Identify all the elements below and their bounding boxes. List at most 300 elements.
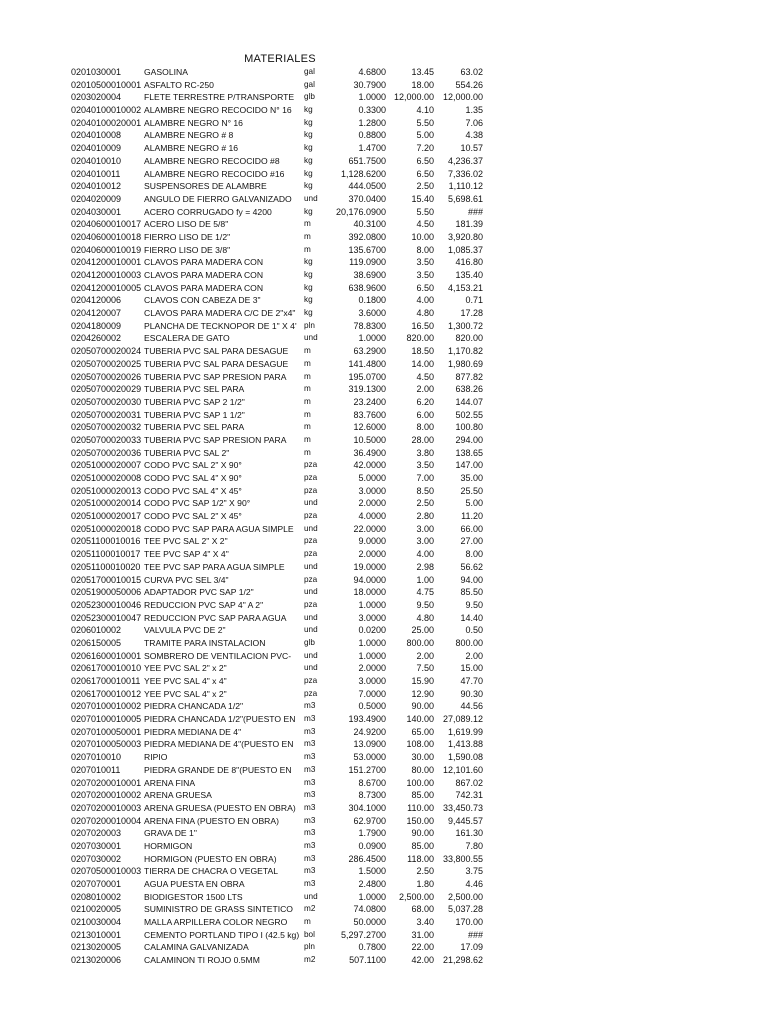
description-cell: TUBERIA PVC SAL PARA DESAGUE	[144, 346, 289, 357]
table-row	[0, 548, 768, 561]
quantity-cell: 1.0000	[358, 637, 386, 648]
code-cell: 0204120007	[71, 308, 122, 319]
description-cell: TUBERIA PVC SAL 2"	[144, 447, 230, 458]
unit-cell: kg	[304, 295, 313, 305]
quantity-cell: 5.0000	[358, 473, 386, 483]
quantity-cell: 13.0900	[353, 739, 386, 750]
description-cell: ESCALERA DE GATO	[144, 333, 230, 344]
price-cell: 15.40	[411, 193, 434, 204]
total-cell: 5,698.61	[447, 193, 483, 204]
price-cell: 14.00	[411, 358, 434, 369]
description-cell: TIERRA DE CHACRA O VEGETAL	[144, 866, 279, 877]
table-row	[0, 624, 768, 637]
quantity-cell: 304.1000	[348, 802, 386, 813]
code-cell: 02070200010001	[71, 777, 142, 788]
unit-cell: pza	[304, 485, 318, 495]
table-row	[0, 903, 768, 916]
description-cell: CALAMINON TI ROJO 0.5MM	[144, 955, 260, 966]
unit-cell: pza	[304, 688, 318, 698]
quantity-cell: 42.0000	[353, 460, 386, 471]
quantity-cell: 1.4700	[358, 143, 386, 154]
table-row	[0, 485, 768, 498]
description-cell: FIERRO LISO DE 1/2"	[144, 231, 231, 242]
price-cell: 820.00	[406, 333, 434, 344]
total-cell: 554.26	[455, 79, 483, 90]
description-cell: ALAMBRE NEGRO RECOCIDO #8	[144, 155, 280, 166]
quantity-cell: 50.0000	[353, 917, 386, 928]
unit-cell: m3	[304, 828, 316, 838]
total-cell: 2,500.00	[447, 891, 483, 902]
code-cell: 02051100010017	[71, 549, 141, 560]
table-row	[0, 244, 768, 257]
unit-cell: m	[304, 384, 311, 394]
total-cell: 15.00	[460, 663, 483, 674]
description-cell: TEE PVC SAP 4" X 4"	[144, 549, 229, 560]
price-cell: 13.45	[411, 67, 434, 77]
quantity-cell: 1.0000	[358, 333, 386, 344]
quantity-cell: 0.5000	[358, 701, 386, 712]
code-cell: 0204180009	[71, 320, 122, 331]
unit-cell: m3	[304, 726, 316, 736]
quantity-cell: 9.0000	[358, 536, 386, 547]
code-cell: 02041200010005	[71, 282, 142, 293]
total-cell: 25.50	[460, 485, 483, 496]
quantity-cell: 20,176.0900	[335, 206, 386, 217]
price-cell: 7.50	[416, 663, 434, 674]
code-cell: 0204010008	[71, 130, 122, 141]
code-cell: 0213010001	[71, 929, 122, 940]
price-cell: 2.50	[416, 498, 434, 509]
code-cell: 0201030001	[71, 67, 122, 77]
total-cell: 11.20	[461, 511, 483, 522]
total-cell: 1.35	[465, 105, 483, 116]
price-cell: 25.00	[411, 625, 434, 636]
table-row	[0, 282, 768, 295]
table-row	[0, 180, 768, 193]
quantity-cell: 1.0000	[358, 599, 386, 610]
code-cell: 02061700010012	[71, 688, 142, 699]
code-cell: 02051000020018	[71, 523, 142, 534]
code-cell: 02051900050006	[71, 587, 142, 598]
quantity-cell: 22.0000	[353, 523, 386, 534]
unit-cell: m	[304, 396, 311, 406]
quantity-cell: 23.2400	[353, 396, 386, 407]
price-cell: 6.00	[416, 409, 434, 420]
code-cell: 02041200010001	[71, 257, 142, 268]
materials-table	[0, 66, 768, 967]
price-cell: 9.50	[416, 599, 434, 610]
price-cell: 10.00	[411, 231, 434, 242]
table-row	[0, 79, 768, 92]
table-row	[0, 206, 768, 219]
unit-cell: kg	[304, 130, 313, 140]
description-cell: CLAVOS PARA MADERA C/C DE 2"x4"	[144, 308, 296, 319]
total-cell: 100.80	[455, 422, 483, 433]
code-cell: 02051000020007	[71, 460, 142, 471]
unit-cell: und	[304, 612, 318, 622]
table-row	[0, 802, 768, 815]
code-cell: 0207010011	[71, 764, 121, 775]
description-cell: CURVA PVC SEL 3/4"	[144, 574, 229, 585]
quantity-cell: 638.9600	[348, 282, 386, 293]
description-cell: TRAMITE PARA INSTALACION	[144, 637, 266, 648]
quantity-cell: 151.2700	[348, 764, 386, 775]
quantity-cell: 392.0800	[348, 231, 386, 242]
description-cell: ALAMBRE NEGRO # 8	[144, 130, 234, 141]
quantity-cell: 8.6700	[358, 777, 386, 788]
total-cell: 33,450.73	[442, 802, 483, 813]
total-cell: 94.00	[460, 574, 483, 585]
description-cell: ARENA GRUESA (PUESTO EN OBRA)	[144, 802, 296, 813]
code-cell: 02061600010001	[71, 650, 142, 661]
quantity-cell: 38.6900	[353, 270, 386, 280]
description-cell: HORMIGON	[144, 840, 193, 851]
total-cell: 1,300.72	[447, 320, 483, 331]
table-row	[0, 104, 768, 117]
code-cell: 0204120006	[71, 295, 122, 306]
code-cell: 02050700020029	[71, 384, 142, 395]
table-row	[0, 421, 768, 434]
code-cell: 02041200010003	[71, 270, 142, 280]
table-row	[0, 535, 768, 548]
quantity-cell: 3.0000	[358, 485, 386, 496]
unit-cell: m2	[304, 955, 316, 965]
unit-cell: m	[304, 447, 311, 457]
price-cell: 31.00	[411, 929, 434, 940]
quantity-cell: 7.0000	[358, 688, 386, 699]
price-cell: 2.50	[416, 181, 434, 192]
description-cell: TUBERIA PVC SEL PARA	[144, 422, 245, 433]
description-cell: PIEDRA CHANCADA 1/2"	[144, 701, 244, 712]
table-row	[0, 396, 768, 409]
code-cell: 0204020009	[71, 193, 122, 204]
quantity-cell: 286.4500	[348, 853, 386, 864]
description-cell: SOMBRERO DE VENTILACION PVC-	[144, 650, 292, 661]
price-cell: 16.50	[411, 320, 434, 331]
description-cell: REDUCCION PVC SAP PARA AGUA	[144, 612, 287, 623]
quantity-cell: 0.7800	[358, 942, 386, 953]
total-cell: 416.80	[455, 257, 483, 268]
total-cell: 1,110.12	[448, 181, 483, 192]
total-cell: 4,153.21	[447, 282, 483, 293]
quantity-cell: 8.7300	[358, 790, 386, 801]
unit-cell: und	[304, 650, 318, 660]
quantity-cell: 24.9200	[353, 726, 386, 737]
description-cell: TEE PVC SAP PARA AGUA SIMPLE	[144, 561, 285, 572]
total-cell: 2.00	[465, 650, 483, 661]
description-cell: CLAVOS CON CABEZA DE 3"	[144, 295, 261, 306]
price-cell: 4.00	[416, 295, 434, 306]
description-cell: SUSPENSORES DE ALAMBRE	[144, 181, 267, 192]
quantity-cell: 0.3300	[358, 105, 386, 116]
total-cell: 8.00	[465, 549, 483, 560]
total-cell: 56.62	[460, 561, 483, 572]
description-cell: REDUCCION PVC SAP 4" A 2"	[144, 599, 264, 610]
price-cell: 42.00	[411, 955, 434, 966]
code-cell: 02051000020014	[71, 498, 142, 509]
description-cell: CLAVOS PARA MADERA CON	[144, 282, 264, 293]
quantity-cell: 5,297.2700	[340, 929, 386, 940]
unit-cell: m	[304, 346, 311, 356]
total-cell: 1,619.99	[447, 726, 483, 737]
description-cell: CALAMINA GALVANIZADA	[144, 942, 249, 953]
price-cell: 90.00	[411, 701, 434, 712]
price-cell: 18.00	[411, 79, 434, 90]
quantity-cell: 1.0000	[358, 891, 386, 902]
table-row	[0, 891, 768, 904]
code-cell: 0207030002	[71, 853, 122, 864]
total-cell: 147.00	[455, 460, 483, 471]
unit-cell: pza	[304, 549, 318, 559]
price-cell: 12.90	[411, 688, 434, 699]
unit-cell: kg	[304, 143, 313, 153]
total-cell: 800.00	[455, 637, 483, 648]
table-row	[0, 523, 768, 536]
total-cell: 44.56	[460, 701, 483, 712]
description-cell: AGUA PUESTA EN OBRA	[144, 879, 245, 889]
unit-cell: m	[304, 358, 311, 368]
total-cell: 9,445.57	[447, 815, 483, 826]
description-cell: ACERO CORRUGADO fy = 4200	[144, 206, 272, 217]
quantity-cell: 94.0000	[353, 574, 386, 585]
unit-cell: pza	[304, 676, 318, 685]
table-row	[0, 599, 768, 612]
description-cell: CODO PVC SAP PARA AGUA SIMPLE	[144, 523, 294, 534]
unit-cell: und	[304, 587, 318, 597]
description-cell: ALAMBRE NEGRO # 16	[144, 143, 239, 154]
total-cell: 181.39	[455, 219, 483, 230]
description-cell: PLANCHA DE TECKNOPOR DE 1" X 4'	[144, 320, 297, 331]
total-cell: 21,298.62	[442, 955, 483, 966]
price-cell: 3.00	[416, 523, 434, 534]
price-cell: 8.00	[416, 422, 434, 433]
code-cell: 0213020005	[71, 942, 122, 953]
price-cell: 3.00	[416, 536, 434, 547]
price-cell: 4.50	[416, 219, 434, 230]
code-cell: 02040100010002	[71, 105, 142, 116]
total-cell: ###	[467, 206, 483, 217]
table-row	[0, 66, 768, 79]
unit-cell: und	[304, 663, 318, 673]
unit-cell: m	[304, 917, 311, 927]
table-row	[0, 383, 768, 396]
description-cell: TUBERIA PVC SAP PRESION PARA	[144, 371, 287, 382]
unit-cell: kg	[304, 117, 313, 127]
table-row	[0, 916, 768, 929]
total-cell: 1,590.08	[447, 752, 483, 763]
code-cell: 02040600010018	[71, 231, 142, 242]
code-cell: 02070100010005	[71, 714, 142, 725]
total-cell: 138.65	[455, 447, 483, 458]
unit-cell: pza	[304, 473, 318, 482]
price-cell: 3.50	[416, 270, 434, 280]
total-cell: 7.80	[465, 840, 483, 851]
table-row	[0, 371, 768, 384]
quantity-cell: 36.4900	[353, 447, 386, 458]
unit-cell: bol	[304, 929, 315, 939]
table-row	[0, 155, 768, 168]
total-cell: 5,037.28	[447, 904, 483, 915]
description-cell: TUBERIA PVC SAP 2 1/2"	[144, 396, 245, 407]
table-row	[0, 688, 768, 701]
quantity-cell: 83.7600	[353, 409, 386, 420]
unit-cell: und	[304, 523, 318, 533]
price-cell: 2.00	[416, 384, 434, 395]
total-cell: 3,920.80	[447, 231, 483, 242]
price-cell: 7.20	[416, 143, 434, 154]
table-row	[0, 878, 768, 891]
unit-cell: kg	[304, 270, 313, 279]
quantity-cell: 18.0000	[353, 587, 386, 598]
code-cell: 0204030001	[71, 206, 122, 217]
price-cell: 6.50	[416, 168, 434, 179]
description-cell: FLETE TERRESTRE P/TRANSPORTE	[144, 92, 295, 103]
price-cell: 90.00	[411, 828, 434, 839]
unit-cell: pza	[304, 460, 318, 470]
price-cell: 1.80	[416, 879, 434, 889]
code-cell: 0208010002	[71, 891, 122, 902]
code-cell: 0207010010	[71, 752, 122, 763]
unit-cell: und	[304, 193, 318, 203]
description-cell: CODO PVC SAL 4" X 90°	[144, 473, 242, 483]
code-cell: 02070200010004	[71, 815, 142, 826]
table-row	[0, 700, 768, 713]
description-cell: PIEDRA MEDIANA DE 4"	[144, 726, 242, 737]
code-cell: 02052300010046	[71, 599, 142, 610]
table-row	[0, 929, 768, 942]
price-cell: 118.00	[407, 853, 434, 864]
table-row	[0, 117, 768, 130]
quantity-cell: 651.7500	[348, 155, 386, 166]
description-cell: TUBERIA PVC SEL PARA	[144, 384, 245, 395]
description-cell: ARENA FINA (PUESTO EN OBRA)	[144, 815, 279, 826]
price-cell: 4.00	[416, 549, 434, 560]
code-cell: 02070100050001	[71, 726, 142, 737]
code-cell: 0203020004	[71, 92, 122, 103]
price-cell: 2.80	[416, 511, 434, 522]
description-cell: CODO PVC SAP 1/2" X 90°	[144, 498, 251, 509]
table-row	[0, 294, 768, 307]
description-cell: ADAPTADOR PVC SAP 1/2"	[144, 587, 254, 598]
total-cell: 161.30	[455, 828, 483, 839]
unit-cell: glb	[304, 92, 315, 102]
code-cell: 02061700010010	[71, 663, 142, 674]
total-cell: 135.40	[455, 270, 483, 280]
unit-cell: m3	[304, 752, 316, 762]
unit-cell: m3	[304, 764, 316, 774]
quantity-cell: 0.1800	[358, 295, 386, 306]
table-row	[0, 129, 768, 142]
code-cell: 0206010002	[71, 625, 122, 636]
description-cell: TEE PVC SAL 2" X 2"	[144, 536, 228, 547]
price-cell: 150.00	[406, 815, 434, 826]
price-cell: 2.50	[416, 866, 434, 877]
total-cell: 4,236.37	[447, 155, 483, 166]
table-row	[0, 218, 768, 231]
price-cell: 28.00	[411, 434, 434, 445]
description-cell: CODO PVC SAL 2" X 90°	[144, 460, 242, 471]
quantity-cell: 53.0000	[353, 752, 386, 763]
unit-cell: m3	[304, 714, 316, 724]
code-cell: 02050700020025	[71, 358, 142, 369]
description-cell: SUMINISTRO DE GRASS SINTETICO	[144, 904, 293, 915]
unit-cell: m	[304, 219, 311, 229]
code-cell: 0204010010	[71, 155, 122, 166]
code-cell: 0207030001	[71, 840, 122, 851]
total-cell: 10.57	[460, 143, 483, 154]
total-cell: 33,800.55	[442, 853, 483, 864]
code-cell: 0207020003	[71, 828, 122, 839]
unit-cell: pza	[304, 536, 318, 546]
price-cell: 108.00	[406, 739, 434, 750]
price-cell: 18.50	[411, 346, 434, 357]
unit-cell: m3	[304, 815, 316, 825]
description-cell: CLAVOS PARA MADERA CON	[144, 270, 264, 280]
table-row	[0, 586, 768, 599]
quantity-cell: 444.0500	[348, 181, 386, 192]
table-row	[0, 612, 768, 625]
total-cell: 638.26	[455, 384, 483, 395]
total-cell: ###	[467, 929, 483, 940]
price-cell: 6.20	[416, 396, 434, 407]
description-cell: PIEDRA MEDIANA DE 4"(PUESTO EN	[144, 739, 294, 750]
quantity-cell: 135.6700	[348, 244, 386, 255]
code-cell: 02051000020017	[71, 511, 142, 522]
total-cell: 144.07	[455, 396, 483, 407]
table-row	[0, 345, 768, 358]
unit-cell: kg	[304, 282, 313, 292]
code-cell: 0210030004	[71, 917, 122, 928]
total-cell: 170.00	[455, 917, 483, 928]
total-cell: 5.00	[465, 498, 483, 509]
price-cell: 4.80	[416, 612, 434, 623]
code-cell: 0204010012	[71, 181, 122, 192]
table-row	[0, 193, 768, 206]
unit-cell: kg	[304, 181, 313, 191]
quantity-cell: 3.6000	[358, 308, 386, 319]
quantity-cell: 1.0000	[358, 92, 386, 103]
quantity-cell: 370.0400	[348, 193, 386, 204]
quantity-cell: 141.4800	[348, 358, 386, 369]
table-row	[0, 865, 768, 878]
total-cell: 35.00	[460, 473, 483, 483]
price-cell: 100.00	[406, 777, 434, 788]
description-cell: ALAMBRE NEGRO RECOCIDO N° 16	[144, 105, 292, 116]
quantity-cell: 19.0000	[353, 561, 386, 572]
code-cell: 0204010011	[71, 168, 121, 179]
table-row	[0, 142, 768, 155]
price-cell: 140.00	[406, 714, 434, 725]
unit-cell: und	[304, 333, 318, 343]
unit-cell: m	[304, 231, 311, 241]
price-cell: 85.00	[411, 840, 434, 851]
total-cell: 90.30	[460, 688, 483, 699]
unit-cell: m3	[304, 853, 316, 863]
unit-cell: gal	[304, 79, 315, 89]
description-cell: YEE PVC SAL 2" x 2"	[144, 663, 227, 674]
quantity-cell: 2.0000	[358, 663, 386, 674]
price-cell: 7.00	[416, 473, 434, 483]
table-row	[0, 954, 768, 967]
code-cell: 02050700020030	[71, 396, 142, 407]
code-cell: 02040600010017	[71, 219, 142, 230]
description-cell: PIEDRA CHANCADA 1/2"(PUESTO EN	[144, 714, 296, 725]
description-cell: TUBERIA PVC SAP 1 1/2"	[144, 409, 245, 420]
quantity-cell: 1,128.6200	[340, 168, 386, 179]
table-row	[0, 510, 768, 523]
code-cell: 0206150005	[71, 637, 122, 648]
table-row	[0, 497, 768, 510]
